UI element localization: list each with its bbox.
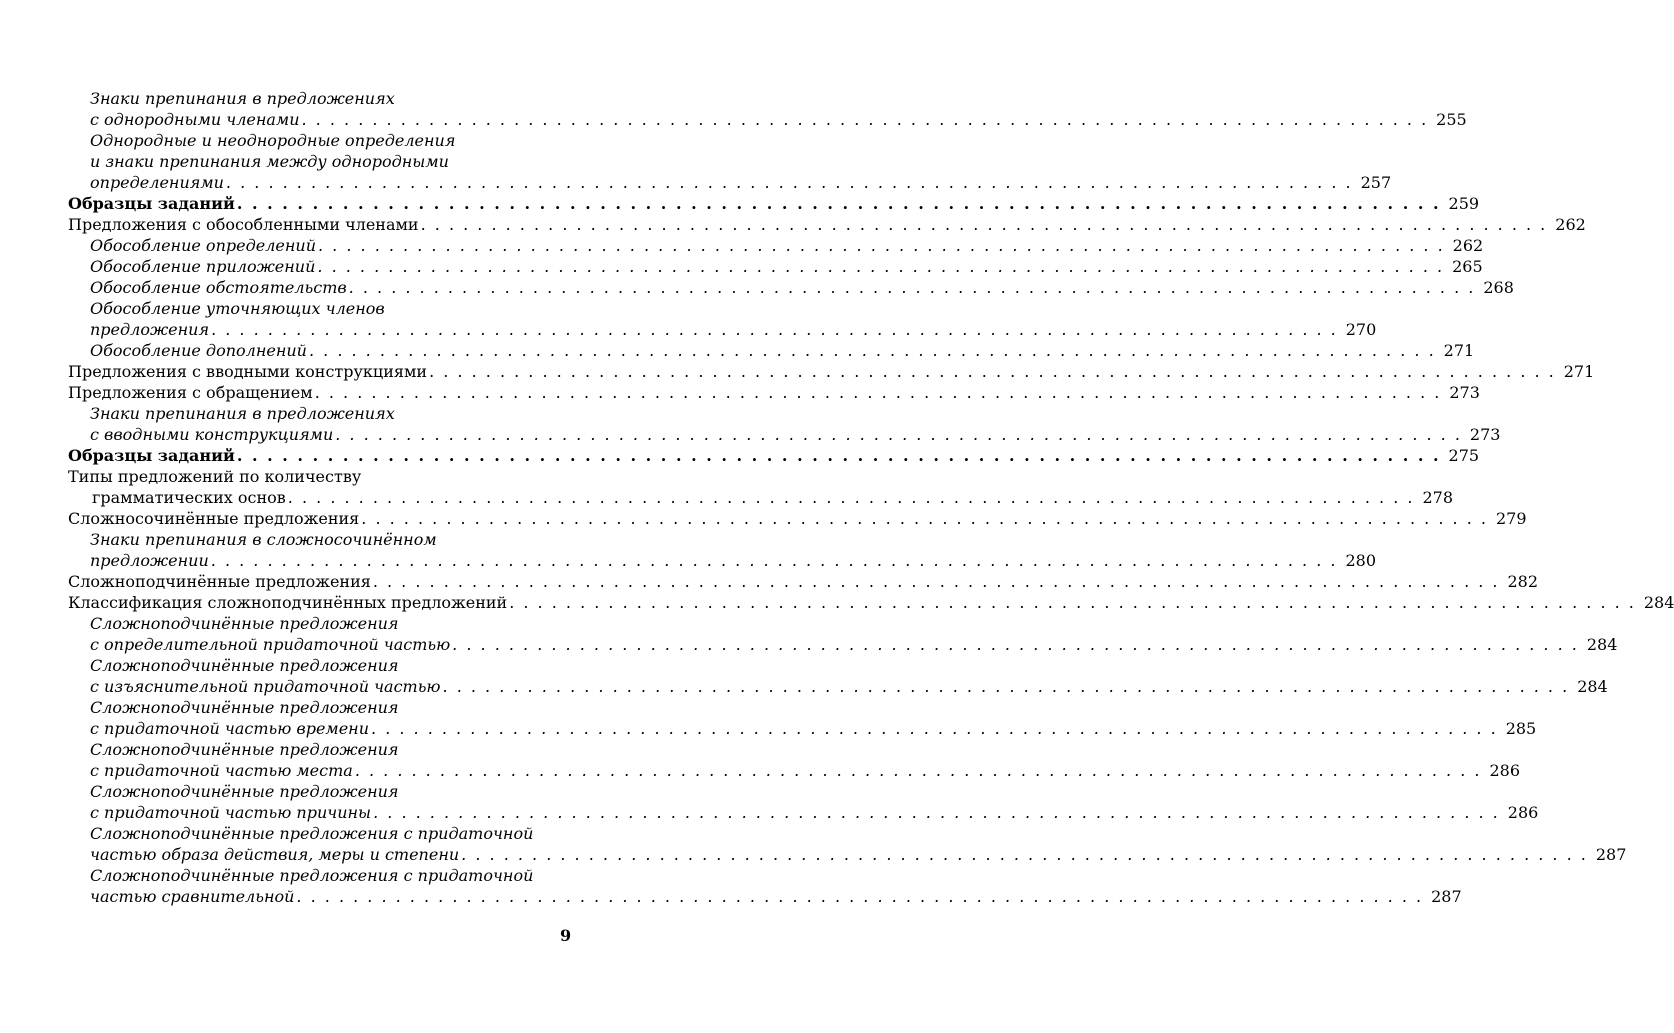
toc-line	[68, 382, 1480, 403]
toc-line	[68, 130, 576, 151]
dot-leader: . . . . . . . . . . . . . . . . . . . . . . . . . . . . . . . . . . . . . . . . . . . . . . . . . . . . . . . . . . . . . . . . . . . . . . . . . . . . . . . .	[296, 887, 1424, 906]
toc-entry-page: 270	[1345, 320, 1377, 339]
dot-leader: . . . . . . . . . . . . . . . . . . . . . . . . . . . . . . . . . . . . . . . . . . . . . . . . . . . . . . . . . . . . . . . . . . . . . . . . . . . . . . . .	[373, 803, 1500, 822]
toc-line	[68, 781, 576, 802]
toc-entry	[68, 697, 1537, 739]
toc-line	[68, 865, 576, 886]
toc-entry	[68, 865, 1462, 907]
toc-entry	[68, 739, 1521, 781]
toc-entry	[68, 592, 1674, 613]
toc-line	[68, 718, 1537, 739]
toc-line	[68, 739, 576, 760]
toc-entry-title: Знаки препинания в предложениях	[90, 89, 395, 108]
toc-line	[68, 613, 576, 634]
dot-leader: . . . . . . . . . . . . . . . . . . . . . . . . . . . . . . . . . . . . . . . . . . . . . . . . . . . . . . . . . . . . . . . . . . . . . . . . . . . . . . . .	[225, 173, 1353, 192]
toc-entry-page: 273	[1469, 425, 1501, 444]
dot-leader: . . . . . . . . . . . . . . . . . . . . . . . . . . . . . . . . . . . . . . . . . . . . . . . . . . . . . . . . . . . . . . . . . . . . . . . . . . . . . . . .	[287, 488, 1415, 507]
dot-leader: . . . . . . . . . . . . . . . . . . . . . . . . . . . . . . . . . . . . . . . . . . . . . . . . . . . . . . . . . . . . . . . . . . . . . . . . . . . . . . . .	[317, 257, 1445, 276]
toc-entry-title: с однородными членами	[90, 110, 300, 129]
toc-entry-page: 271	[1443, 341, 1475, 360]
toc-line	[68, 298, 576, 319]
toc-line	[68, 823, 576, 844]
dot-leader: . . . . . . . . . . . . . . . . . . . . . . . . . . . . . . . . . . . . . . . . . . . . . . . . . . . . . . . . . . . . . . . . . . . . . . . . . . . . . . . .	[236, 446, 1441, 465]
page-number: 9	[560, 926, 572, 945]
toc-line	[68, 277, 1514, 298]
toc-entry	[68, 508, 1527, 529]
dot-leader: . . . . . . . . . . . . . . . . . . . . . . . . . . . . . . . . . . . . . . . . . . . . . . . . . . . . . . . . . . . . . . . . . . . . . . . . . . . . . . . .	[354, 761, 1482, 780]
toc-entry-page: 284	[1577, 677, 1608, 696]
dot-leader: . . . . . . . . . . . . . . . . . . . . . . . . . . . . . . . . . . . . . . . . . . . . . . . . . . . . . . . . . . . . . . . . . . . . . . . . . . . . . . . .	[210, 551, 1338, 570]
toc-line	[68, 172, 1392, 193]
toc-entry	[68, 529, 1376, 571]
toc-entry-title: Сложноподчинённые предложения	[90, 656, 399, 675]
toc-line	[68, 697, 576, 718]
dot-leader: . . . . . . . . . . . . . . . . . . . . . . . . . . . . . . . . . . . . . . . . . . . . . . . . . . . . . . . . . . . . . . . . . . . . . . . . . . . . . . . .	[314, 383, 1442, 402]
toc-line	[68, 235, 1484, 256]
toc-entry	[68, 403, 1501, 445]
toc-line	[68, 466, 576, 487]
toc-entry-title: Образцы заданий	[68, 446, 235, 465]
toc-line	[68, 886, 1462, 907]
toc-entry-page: 286	[1507, 803, 1539, 822]
toc-line	[68, 550, 1376, 571]
toc-entry-page: 285	[1505, 719, 1537, 738]
toc-entry	[68, 235, 1484, 256]
toc-line	[68, 655, 576, 676]
toc-entry-title: Предложения с обращением	[68, 383, 313, 402]
toc-entry-page: 284	[1586, 635, 1618, 654]
toc-line	[68, 340, 1475, 361]
toc-entry-title: Сложноподчинённые предложения с придаточной	[90, 866, 534, 885]
toc-entry-title: с изъяснительной придаточной частью	[90, 677, 441, 696]
toc-entry-title: предложении	[90, 551, 209, 570]
toc-entry	[68, 340, 1475, 361]
toc-entry-title: Классификация сложноподчинённых предложений	[68, 593, 508, 612]
dot-leader: . . . . . . . . . . . . . . . . . . . . . . . . . . . . . . . . . . . . . . . . . . . . . . . . . . . . . . . . . . . . . . . . . . . . . . . . . . . . . . . .	[442, 677, 1570, 696]
toc-entry	[68, 781, 1539, 823]
toc-entry-title: Сложноподчинённые предложения	[68, 572, 371, 591]
toc-entry-title: частью сравнительной	[90, 887, 295, 906]
toc-entry-page: 280	[1345, 551, 1376, 570]
toc-entry-page: 265	[1452, 257, 1483, 276]
toc-entry	[68, 298, 1377, 340]
toc-entry-page: 259	[1448, 194, 1480, 213]
toc-entry	[68, 655, 1608, 697]
toc-entry-page: 257	[1360, 173, 1392, 192]
toc-entry-page: 255	[1436, 110, 1467, 129]
toc-entry-title: Знаки препинания в сложносочинённом	[90, 530, 437, 549]
toc-entry	[68, 88, 1467, 130]
toc-entry	[68, 382, 1480, 403]
toc-line	[68, 193, 1480, 214]
dot-leader: . . . . . . . . . . . . . . . . . . . . . . . . . . . . . . . . . . . . . . . . . . . . . . . . . . . . . . . . . . . . . . . . . . . . . . . . . . . . . . . .	[348, 278, 1476, 297]
toc-entry-title: Обособление обстоятельств	[90, 278, 347, 297]
toc-entry-title: с придаточной частью причины	[90, 803, 372, 822]
toc-entry-title: и знаки препинания между однородными	[90, 152, 449, 171]
toc-entry-title: грамматических основ	[92, 488, 286, 507]
toc-entry-page: 287	[1595, 845, 1627, 864]
dot-leader: . . . . . . . . . . . . . . . . . . . . . . . . . . . . . . . . . . . . . . . . . . . . . . . . . . . . . . . . . . . . . . . . . . . . . . . . . . . . . . . .	[361, 509, 1488, 528]
toc-entry	[68, 823, 1627, 865]
toc-line	[68, 361, 1595, 382]
toc-line	[68, 676, 1608, 697]
toc-line	[68, 592, 1674, 613]
toc-entry-title: Образцы заданий	[68, 194, 235, 213]
toc-entry-page: 273	[1449, 383, 1480, 402]
toc-entry-title: Сложноподчинённые предложения	[90, 614, 399, 633]
toc-line	[68, 214, 1586, 235]
toc-entry-title: Сложноподчинённые предложения	[90, 782, 399, 801]
toc-line	[68, 424, 1501, 445]
toc-line	[68, 487, 1454, 508]
toc-entry-page: 282	[1507, 572, 1539, 591]
toc-line	[68, 403, 576, 424]
toc-entry-title: Сложноподчинённые предложения с придаточной	[90, 824, 534, 843]
toc-line	[68, 802, 1539, 823]
dot-leader: . . . . . . . . . . . . . . . . . . . . . . . . . . . . . . . . . . . . . . . . . . . . . . . . . . . . . . . . . . . . . . . . . . . . . . . . . . . . . . . .	[318, 236, 1445, 255]
toc-entry	[68, 571, 1539, 592]
toc-line	[68, 88, 576, 109]
toc-entry-title: Обособление уточняющих членов	[90, 299, 385, 318]
toc-entry-page: 287	[1431, 887, 1462, 906]
toc-entry	[68, 214, 1586, 235]
toc-entry	[68, 613, 1618, 655]
toc-line	[68, 529, 576, 550]
toc-entry-page: 275	[1448, 446, 1480, 465]
toc-entry-title: определениями	[90, 173, 224, 192]
toc-entry-title: Обособление дополнений	[90, 341, 307, 360]
toc-entry-title: Однородные и неоднородные определения	[90, 131, 456, 150]
toc-entry-title: Предложения с обособленными членами	[68, 215, 419, 234]
toc-entry-title: предложения	[90, 320, 210, 339]
toc-entry-page: 262	[1555, 215, 1586, 234]
toc-entry-title: Типы предложений по количеству	[68, 467, 362, 486]
toc-line	[68, 109, 1467, 130]
toc-entry-page: 279	[1495, 509, 1527, 528]
toc-entry-title: частью образа действия, меры и степени	[90, 845, 460, 864]
toc-entry-page: 271	[1563, 362, 1595, 381]
dot-leader: . . . . . . . . . . . . . . . . . . . . . . . . . . . . . . . . . . . . . . . . . . . . . . . . . . . . . . . . . . . . . . . . . . . . . . . . . . . . . . . .	[308, 341, 1436, 360]
toc-entry-title: Предложения с вводными конструкциями	[68, 362, 428, 381]
dot-leader: . . . . . . . . . . . . . . . . . . . . . . . . . . . . . . . . . . . . . . . . . . . . . . . . . . . . . . . . . . . . . . . . . . . . . . . . . . . . . . . .	[372, 572, 1500, 591]
toc-entry-page: 278	[1422, 488, 1454, 507]
dot-leader: . . . . . . . . . . . . . . . . . . . . . . . . . . . . . . . . . . . . . . . . . . . . . . . . . . . . . . . . . . . . . . . . . . . . . . . . . . . . . . . .	[461, 845, 1588, 864]
toc-line	[68, 151, 576, 172]
toc-entry-title: Обособление приложений	[90, 257, 316, 276]
toc-entry-title: с определительной придаточной частью	[90, 635, 451, 654]
toc-entry	[68, 361, 1595, 382]
toc-line	[68, 634, 1618, 655]
table-of-contents	[68, 88, 1674, 907]
toc-entry	[68, 445, 1480, 466]
toc-entry-title: Обособление определений	[90, 236, 316, 255]
dot-leader: . . . . . . . . . . . . . . . . . . . . . . . . . . . . . . . . . . . . . . . . . . . . . . . . . . . . . . . . . . . . . . . . . . . . . . . . . . . . . . . .	[371, 719, 1498, 738]
toc-entry-page: 268	[1483, 278, 1514, 297]
toc-line	[68, 760, 1521, 781]
toc-line	[68, 319, 1377, 340]
toc-line	[68, 256, 1483, 277]
dot-leader: . . . . . . . . . . . . . . . . . . . . . . . . . . . . . . . . . . . . . . . . . . . . . . . . . . . . . . . . . . . . . . . . . . . . . . . . . . . . . . . .	[429, 362, 1556, 381]
toc-entry	[68, 256, 1483, 277]
toc-entry-page: 286	[1489, 761, 1521, 780]
toc-line	[68, 844, 1627, 865]
toc-line	[68, 508, 1527, 529]
toc-entry-page: 262	[1452, 236, 1484, 255]
toc-line	[68, 571, 1539, 592]
dot-leader: . . . . . . . . . . . . . . . . . . . . . . . . . . . . . . . . . . . . . . . . . . . . . . . . . . . . . . . . . . . . . . . . . . . . . . . . . . . . . . . .	[301, 110, 1429, 129]
toc-line	[68, 445, 1480, 466]
dot-leader: . . . . . . . . . . . . . . . . . . . . . . . . . . . . . . . . . . . . . . . . . . . . . . . . . . . . . . . . . . . . . . . . . . . . . . . . . . . . . . . .	[509, 593, 1636, 612]
toc-entry-title: Знаки препинания в предложениях	[90, 404, 395, 423]
toc-entry-title: Сложносочинённые предложения	[68, 509, 360, 528]
toc-entry	[68, 277, 1514, 298]
dot-leader: . . . . . . . . . . . . . . . . . . . . . . . . . . . . . . . . . . . . . . . . . . . . . . . . . . . . . . . . . . . . . . . . . . . . . . . . . . . . . . . .	[335, 425, 1462, 444]
toc-entry-title: с придаточной частью места	[90, 761, 353, 780]
toc-entry-title: Сложноподчинённые предложения	[90, 698, 399, 717]
dot-leader: . . . . . . . . . . . . . . . . . . . . . . . . . . . . . . . . . . . . . . . . . . . . . . . . . . . . . . . . . . . . . . . . . . . . . . . . . . . . . . . .	[452, 635, 1579, 654]
toc-entry	[68, 130, 1392, 193]
dot-leader: . . . . . . . . . . . . . . . . . . . . . . . . . . . . . . . . . . . . . . . . . . . . . . . . . . . . . . . . . . . . . . . . . . . . . . . . . . . . . . . .	[236, 194, 1441, 213]
toc-entry-page: 284	[1643, 593, 1674, 612]
toc-entry-title: с придаточной частью времени	[90, 719, 370, 738]
toc-entry-title: с вводными конструкциями	[90, 425, 334, 444]
toc-entry	[68, 193, 1480, 214]
toc-entry	[68, 466, 1454, 508]
dot-leader: . . . . . . . . . . . . . . . . . . . . . . . . . . . . . . . . . . . . . . . . . . . . . . . . . . . . . . . . . . . . . . . . . . . . . . . . . . . . . . . .	[211, 320, 1338, 339]
toc-entry-title: Сложноподчинённые предложения	[90, 740, 399, 759]
dot-leader: . . . . . . . . . . . . . . . . . . . . . . . . . . . . . . . . . . . . . . . . . . . . . . . . . . . . . . . . . . . . . . . . . . . . . . . . . . . . . . . .	[420, 215, 1548, 234]
